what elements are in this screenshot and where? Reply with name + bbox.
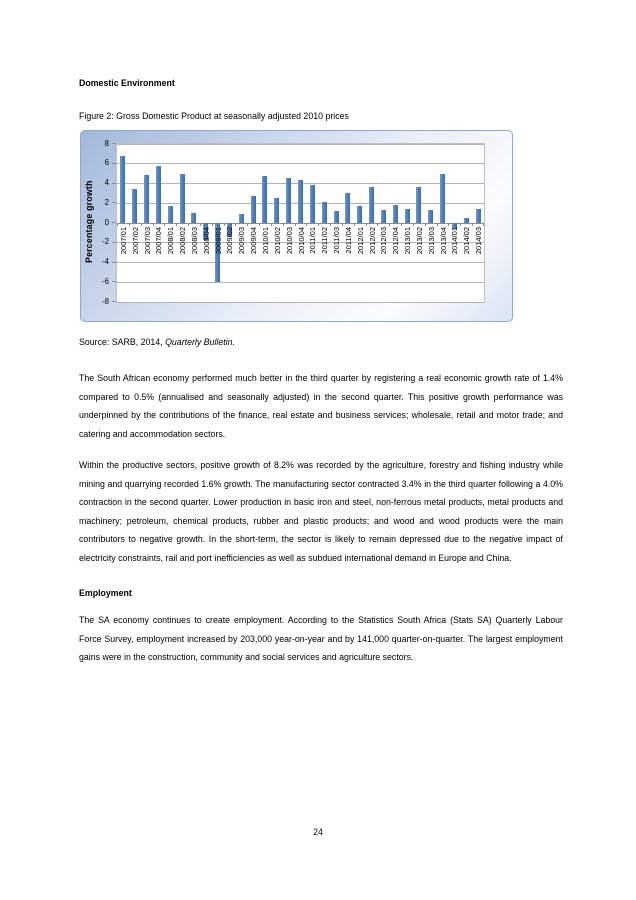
bar-2013/02 <box>416 187 421 223</box>
x-category-label: 2007/04 <box>154 227 164 255</box>
bar-2011/03 <box>334 211 339 223</box>
x-category-label: 2008/04 <box>201 227 211 255</box>
bar-2008/01 <box>168 206 173 223</box>
y-tick-label: -8 <box>102 296 109 306</box>
y-tick-label: 6 <box>104 158 109 168</box>
y-tick-label: -4 <box>102 257 109 266</box>
source-prefix: Source: SARB, 2014, <box>79 337 166 347</box>
bar-2009/03 <box>239 214 244 223</box>
x-category-label: 2008/01 <box>166 227 176 255</box>
x-tick <box>224 223 225 226</box>
x-tick <box>164 223 165 226</box>
bar-2011/01 <box>310 185 315 223</box>
bar-2014/03 <box>476 209 481 223</box>
bar-2012/03 <box>381 210 386 223</box>
x-tick <box>472 223 473 226</box>
x-tick <box>318 223 319 226</box>
x-category-label: 2010/04 <box>296 227 306 255</box>
x-tick <box>141 223 142 226</box>
bar-2007/02 <box>132 189 137 223</box>
y-tick <box>112 281 116 282</box>
x-category-label: 2011/01 <box>308 227 318 254</box>
bar-2007/01 <box>120 156 125 223</box>
x-tick <box>271 223 272 226</box>
x-tick <box>401 223 402 226</box>
figure-caption: Figure 2: Gross Domestic Product at seasonally adjusted 2010 prices <box>79 111 349 121</box>
gridline <box>117 282 484 283</box>
y-tick <box>112 163 116 164</box>
bar-2012/01 <box>357 206 362 223</box>
x-tick <box>117 223 118 226</box>
x-category-label: 2009/04 <box>249 227 259 255</box>
section-heading-domestic-environment: Domestic Environment <box>79 78 175 88</box>
y-axis-title: Percentage growth <box>84 180 94 264</box>
x-category-label: 2008/03 <box>189 227 199 255</box>
y-tick-label: -2 <box>102 237 109 247</box>
bar-2013/04 <box>440 174 445 223</box>
x-tick <box>176 223 177 226</box>
bar-2008/03 <box>191 213 196 223</box>
y-tick <box>112 242 116 243</box>
x-category-label: 2010/03 <box>284 227 294 255</box>
y-tick <box>112 222 116 223</box>
x-category-label: 2012/02 <box>367 227 377 255</box>
bar-2010/03 <box>286 178 291 223</box>
paragraph-sectors: Within the productive sectors, positive growth of 8.2% was recorded by the agriculture, forestry and fishing industry while mining and quarrying recorded 1.6% growth. The manufacturing sector contracted 3.4% in the third quarter following a 4.0% contraction in the second quarter. Lower production in basic iron and steel, non-ferrous metal products, metal products and machinery; petroleum, chemical products, rubber and plastic products; and wood and wood products were the main contributors to negative growth. In the short-term, the sector is likely to remain depressed due to the negative impact of electricity constraints, rail and port inefficiencies as well as subdued international demand in Europe and China. <box>79 460 563 563</box>
source-work-title: Quarterly Bulletin. <box>165 337 235 347</box>
x-category-label: 2007/03 <box>142 227 152 255</box>
x-tick <box>330 223 331 226</box>
x-category-label: 2009/01 <box>213 227 223 255</box>
bar-2011/02 <box>322 202 327 223</box>
y-tick-label: 0 <box>104 217 109 227</box>
x-category-label: 2012/04 <box>391 227 401 255</box>
x-category-label: 2011/04 <box>343 227 353 254</box>
bar-2012/04 <box>393 205 398 223</box>
x-tick <box>366 223 367 226</box>
section-heading-employment: Employment <box>79 588 132 598</box>
paragraph-growth: The South African economy performed much better in the third quarter by registering a real economic growth rate of 1.4% compared to 0.5% (annualised and seasonally adjusted) in the second quarter. This positive growth performance was underpinned by the contributions of the finance, real estate and business services; wholesale, retail and motor trade; and catering and accommodation sectors. <box>79 373 563 439</box>
y-tick-label: 2 <box>104 197 109 207</box>
x-tick <box>153 223 154 226</box>
gdp-bar-chart <box>80 130 513 322</box>
bar-2010/02 <box>274 198 279 223</box>
bar-2013/03 <box>428 210 433 223</box>
y-tick-label: 4 <box>104 178 109 187</box>
x-tick <box>247 223 248 226</box>
gridline <box>117 302 484 303</box>
x-category-label: 2014/02 <box>462 227 472 255</box>
x-category-label: 2010/02 <box>272 227 282 255</box>
bar-2007/03 <box>144 175 149 223</box>
y-tick <box>112 301 116 302</box>
plot-area <box>116 143 485 303</box>
x-tick <box>283 223 284 226</box>
y-tick <box>112 183 116 184</box>
x-category-label: 2013/03 <box>426 227 436 255</box>
paragraph-employment: The SA economy continues to create employment. According to the Statistics South Africa (Stats SA) Quarterly Labour Force Survey, employment increased by 203,000 year-on-year and by 141,000 quarter-on-quarter. The largest employment gains were in the construction, community and social services and agriculture sectors. <box>79 615 563 662</box>
x-tick <box>129 223 130 226</box>
bar-2008/02 <box>180 174 185 223</box>
x-tick <box>342 223 343 226</box>
y-tick <box>112 202 116 203</box>
bar-2011/04 <box>345 193 350 223</box>
y-tick <box>112 143 116 144</box>
x-tick <box>306 223 307 226</box>
page-content <box>79 0 563 667</box>
x-category-label: 2009/02 <box>225 227 235 255</box>
x-category-label: 2010/01 <box>260 227 270 255</box>
x-category-label: 2013/02 <box>414 227 424 255</box>
x-tick <box>259 223 260 226</box>
x-tick <box>483 223 484 226</box>
x-category-label: 2013/01 <box>403 227 413 255</box>
x-tick <box>188 223 189 226</box>
x-category-label: 2014/03 <box>474 227 484 255</box>
page-number: 24 <box>313 827 323 837</box>
x-category-label: 2007/01 <box>118 227 128 255</box>
x-tick <box>437 223 438 226</box>
x-tick <box>413 223 414 226</box>
x-tick <box>295 223 296 226</box>
gridline <box>117 144 484 145</box>
bar-2012/02 <box>369 187 374 223</box>
x-tick <box>389 223 390 226</box>
x-category-label: 2012/03 <box>379 227 389 255</box>
bar-2013/01 <box>405 209 410 223</box>
bar-2009/04 <box>251 196 256 223</box>
y-tick-label: -6 <box>102 276 109 286</box>
x-category-label: 2011/02 <box>320 227 330 254</box>
x-category-label: 2007/02 <box>130 227 140 255</box>
bar-2014/02 <box>464 218 469 223</box>
y-tick <box>112 262 116 263</box>
x-tick <box>425 223 426 226</box>
x-tick <box>460 223 461 226</box>
bar-2007/04 <box>156 166 161 223</box>
x-tick <box>377 223 378 226</box>
x-tick <box>212 223 213 226</box>
x-category-label: 2008/02 <box>178 227 188 255</box>
x-category-label: 2009/03 <box>237 227 247 255</box>
source-note <box>79 337 563 347</box>
x-tick <box>448 223 449 226</box>
x-tick <box>200 223 201 226</box>
gridline <box>117 163 484 164</box>
x-category-label: 2012/01 <box>355 227 365 255</box>
bar-2010/01 <box>262 176 267 223</box>
x-category-label: 2014/01 <box>450 227 460 255</box>
y-tick-label: 8 <box>104 138 109 148</box>
x-category-label: 2013/04 <box>438 227 448 255</box>
bar-2010/04 <box>298 180 303 223</box>
x-tick <box>354 223 355 226</box>
x-tick <box>235 223 236 226</box>
x-category-label: 2011/03 <box>332 227 342 254</box>
